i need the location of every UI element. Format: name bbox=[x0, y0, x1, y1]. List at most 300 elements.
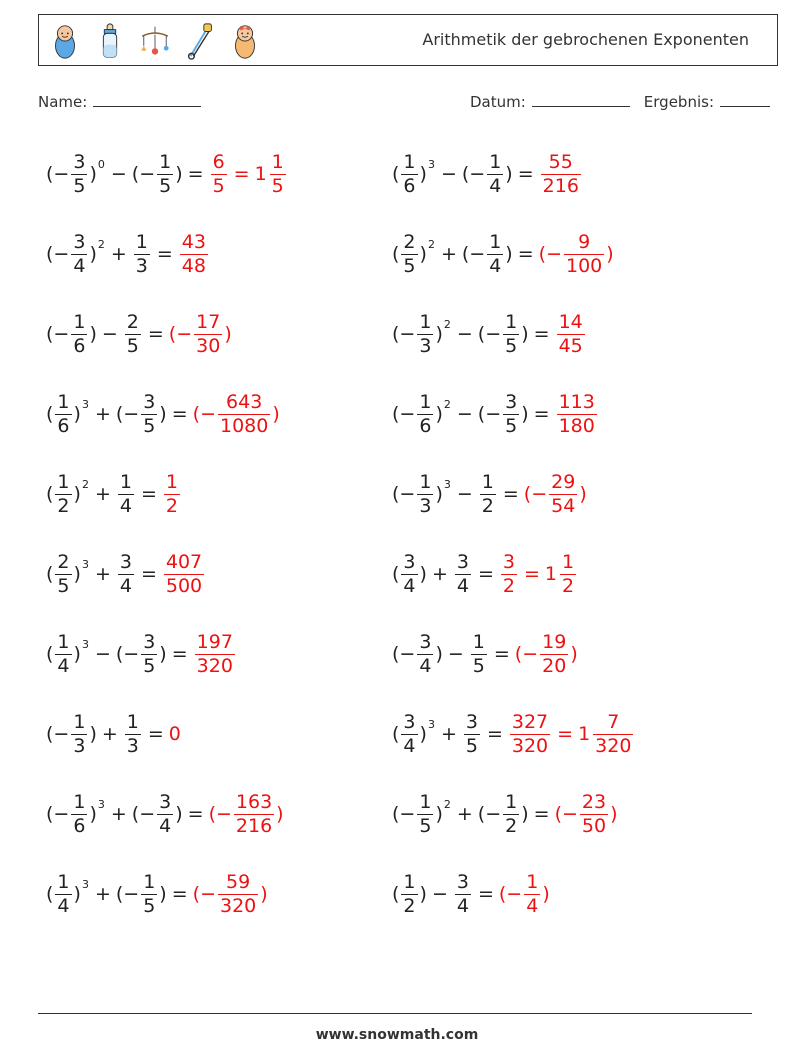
equals-sign: = bbox=[533, 403, 550, 425]
denominator: 2 bbox=[502, 574, 515, 597]
paren-close: ) bbox=[73, 483, 81, 505]
worksheet-title: Arithmetik der gebrochenen Exponenten bbox=[422, 30, 749, 49]
worksheet-header bbox=[38, 14, 778, 66]
operator: − bbox=[456, 403, 473, 425]
denominator: 5 bbox=[143, 654, 156, 677]
answer bbox=[539, 151, 583, 198]
paren-close: ) bbox=[435, 643, 443, 665]
denominator: 3 bbox=[126, 734, 139, 757]
numerator: 113 bbox=[558, 390, 595, 413]
problem-item bbox=[46, 464, 182, 524]
mixed-number bbox=[578, 711, 635, 758]
fraction bbox=[195, 631, 235, 678]
operator: + bbox=[94, 563, 111, 585]
operator: + bbox=[431, 563, 448, 585]
header-icons bbox=[49, 21, 261, 61]
denominator: 2 bbox=[561, 574, 575, 597]
denominator: 3 bbox=[135, 254, 148, 277]
numerator: 1 bbox=[419, 310, 432, 333]
paren-close: ) bbox=[73, 403, 81, 425]
answer bbox=[193, 871, 268, 918]
numerator: 1 bbox=[135, 230, 148, 253]
answer bbox=[162, 551, 206, 598]
problem-item bbox=[46, 384, 280, 444]
numerator: 1 bbox=[403, 150, 416, 173]
paren-open: ( bbox=[523, 483, 532, 505]
numerator: 197 bbox=[196, 630, 233, 653]
paren-close: ) bbox=[73, 883, 81, 905]
operator: − bbox=[53, 163, 70, 185]
fraction bbox=[55, 871, 71, 918]
paren-open: ( bbox=[392, 323, 400, 345]
denominator: 216 bbox=[235, 814, 273, 837]
numerator: 59 bbox=[226, 870, 251, 893]
exponent: 2 bbox=[443, 398, 451, 411]
paren-close: ) bbox=[570, 643, 578, 665]
numerator: 1 bbox=[126, 710, 139, 733]
problem-item bbox=[46, 224, 210, 284]
operator: − bbox=[485, 803, 502, 825]
fraction bbox=[270, 151, 286, 198]
operator: − bbox=[399, 483, 416, 505]
equals-sign: = bbox=[493, 643, 510, 665]
numerator: 1 bbox=[489, 230, 502, 253]
denominator: 5 bbox=[465, 734, 478, 757]
paren-open: ( bbox=[392, 723, 400, 745]
fraction bbox=[180, 231, 208, 278]
footer-divider bbox=[38, 1013, 752, 1014]
denominator: 4 bbox=[119, 574, 132, 597]
numerator: 6 bbox=[212, 150, 225, 173]
exponent: 3 bbox=[427, 158, 435, 171]
exponent: 3 bbox=[443, 478, 451, 491]
operator: + bbox=[94, 883, 111, 905]
problem-item bbox=[392, 864, 550, 924]
denominator: 5 bbox=[212, 174, 225, 197]
operator: − bbox=[139, 163, 156, 185]
whole-part: 1 bbox=[254, 163, 267, 185]
denominator: 2 bbox=[165, 494, 178, 517]
denominator: 5 bbox=[505, 334, 518, 357]
denominator: 3 bbox=[73, 734, 86, 757]
operator: − bbox=[200, 403, 216, 425]
problem-item bbox=[392, 704, 635, 764]
fraction bbox=[141, 871, 157, 918]
equals-sign: = bbox=[517, 163, 534, 185]
numerator: 23 bbox=[581, 790, 607, 813]
paren-close: ) bbox=[419, 243, 427, 265]
fraction bbox=[71, 311, 87, 358]
fraction bbox=[471, 631, 487, 678]
denominator: 4 bbox=[403, 574, 416, 597]
paren-open: ( bbox=[46, 883, 54, 905]
denominator: 5 bbox=[143, 414, 156, 437]
answer bbox=[162, 471, 182, 518]
numerator: 1 bbox=[489, 150, 502, 173]
paren-open: ( bbox=[46, 563, 54, 585]
denominator: 4 bbox=[57, 894, 70, 917]
denominator: 5 bbox=[419, 814, 432, 837]
whole-part: 1 bbox=[578, 723, 591, 745]
operator: − bbox=[123, 403, 140, 425]
problem-item bbox=[392, 544, 578, 604]
fraction bbox=[549, 471, 577, 518]
fraction bbox=[455, 871, 471, 918]
fraction bbox=[541, 151, 581, 198]
exponent: 0 bbox=[97, 158, 105, 171]
paren-open: ( bbox=[554, 803, 562, 825]
numerator: 55 bbox=[548, 150, 573, 173]
operator: − bbox=[123, 883, 140, 905]
operator: − bbox=[469, 163, 486, 185]
operator: − bbox=[101, 323, 118, 345]
numerator: 2 bbox=[57, 550, 70, 573]
answer bbox=[169, 723, 181, 745]
answer bbox=[524, 471, 587, 518]
fraction bbox=[487, 231, 503, 278]
problem-item bbox=[392, 304, 587, 364]
exponent: 3 bbox=[97, 798, 105, 811]
numerator: 1 bbox=[57, 630, 70, 653]
exponent: 3 bbox=[81, 398, 89, 411]
operator: + bbox=[440, 243, 457, 265]
numerator: 3 bbox=[502, 550, 515, 573]
operator: − bbox=[456, 483, 473, 505]
fraction bbox=[501, 551, 517, 598]
fraction bbox=[401, 151, 417, 198]
answer bbox=[508, 711, 636, 758]
fraction bbox=[524, 871, 540, 918]
denominator: 4 bbox=[57, 654, 70, 677]
fraction bbox=[487, 151, 503, 198]
fraction bbox=[401, 871, 417, 918]
denominator: 5 bbox=[505, 414, 518, 437]
paren-close: ) bbox=[224, 323, 232, 345]
name-label: Name: bbox=[38, 93, 88, 111]
paren-open: ( bbox=[392, 483, 400, 505]
numerator: 3 bbox=[505, 390, 518, 413]
paren-open: ( bbox=[477, 323, 486, 345]
denominator: 4 bbox=[159, 814, 172, 837]
date-label: Datum: bbox=[470, 93, 526, 111]
operator: + bbox=[110, 243, 127, 265]
answer bbox=[209, 791, 284, 838]
equals-sign: = bbox=[477, 563, 494, 585]
result-blank[interactable] bbox=[720, 92, 770, 107]
fraction bbox=[557, 391, 597, 438]
paren-close: ) bbox=[175, 803, 183, 825]
baby-swaddled-icon bbox=[49, 22, 81, 60]
operator: − bbox=[200, 883, 216, 905]
denominator: 5 bbox=[472, 654, 485, 677]
denominator: 5 bbox=[57, 574, 70, 597]
paren-open: ( bbox=[392, 643, 400, 665]
denominator: 4 bbox=[526, 894, 539, 917]
exponent: 3 bbox=[427, 718, 435, 731]
paren-close: ) bbox=[89, 323, 97, 345]
exponent: 3 bbox=[81, 878, 89, 891]
paren-open: ( bbox=[392, 803, 400, 825]
exponent: 2 bbox=[81, 478, 89, 491]
operator: + bbox=[94, 483, 111, 505]
numerator: 1 bbox=[143, 870, 156, 893]
numerator: 1 bbox=[73, 790, 86, 813]
operator: − bbox=[506, 883, 523, 905]
numerator: 3 bbox=[73, 230, 86, 253]
fraction bbox=[401, 711, 417, 758]
operator: − bbox=[399, 643, 416, 665]
numerator: 3 bbox=[456, 550, 469, 573]
equals-sign: = bbox=[523, 563, 540, 585]
operator: − bbox=[431, 883, 448, 905]
problem-item bbox=[46, 704, 181, 764]
numerator: 1 bbox=[73, 710, 86, 733]
denominator: 45 bbox=[558, 334, 583, 357]
operator: − bbox=[485, 323, 502, 345]
paren-close: ) bbox=[419, 723, 427, 745]
denominator: 4 bbox=[456, 574, 469, 597]
answer bbox=[499, 871, 550, 918]
numerator: 3 bbox=[403, 710, 416, 733]
denominator: 4 bbox=[489, 174, 502, 197]
operator: + bbox=[456, 803, 473, 825]
numerator: 3 bbox=[403, 550, 416, 573]
result-label: Ergebnis: bbox=[643, 93, 714, 111]
denominator: 20 bbox=[542, 654, 567, 677]
paren-close: ) bbox=[419, 883, 427, 905]
paren-close: ) bbox=[159, 643, 167, 665]
paren-open: ( bbox=[46, 803, 54, 825]
denominator: 54 bbox=[551, 494, 576, 517]
paren-close: ) bbox=[435, 803, 443, 825]
operator: − bbox=[485, 403, 502, 425]
numerator: 14 bbox=[558, 310, 583, 333]
numerator: 1 bbox=[403, 870, 416, 893]
equals-sign: = bbox=[486, 723, 503, 745]
equals-sign: = bbox=[147, 323, 164, 345]
equals-sign: = bbox=[171, 643, 188, 665]
baby-girl-swaddled-icon bbox=[229, 22, 261, 60]
paren-close: ) bbox=[159, 883, 167, 905]
paren-open: ( bbox=[514, 643, 523, 665]
operator: − bbox=[53, 803, 70, 825]
exponent: 2 bbox=[97, 238, 105, 251]
whole-part: 1 bbox=[544, 563, 557, 585]
fraction bbox=[417, 311, 433, 358]
denominator: 320 bbox=[219, 894, 257, 917]
numerator: 43 bbox=[181, 230, 206, 253]
equals-sign: = bbox=[533, 803, 550, 825]
numerator: 2 bbox=[126, 310, 139, 333]
denominator: 320 bbox=[595, 734, 632, 757]
paren-open: ( bbox=[46, 723, 54, 745]
safety-pin-icon bbox=[184, 22, 216, 60]
fraction bbox=[157, 791, 173, 838]
operator: − bbox=[561, 803, 578, 825]
numerator: 3 bbox=[143, 390, 156, 413]
fraction bbox=[557, 311, 585, 358]
denominator: 4 bbox=[419, 654, 432, 677]
fraction bbox=[157, 151, 173, 198]
fraction bbox=[118, 471, 134, 518]
fraction bbox=[125, 311, 141, 358]
operator: − bbox=[456, 323, 473, 345]
numerator: 3 bbox=[143, 630, 156, 653]
fraction bbox=[503, 391, 519, 438]
fraction bbox=[164, 471, 180, 518]
denominator: 6 bbox=[419, 414, 432, 437]
operator: − bbox=[53, 323, 70, 345]
equals-sign: = bbox=[147, 723, 164, 745]
paren-open: ( bbox=[477, 403, 486, 425]
baby-mobile-icon bbox=[139, 22, 171, 60]
paren-open: ( bbox=[392, 163, 400, 185]
answer bbox=[193, 631, 237, 678]
paren-open: ( bbox=[131, 803, 140, 825]
fraction bbox=[417, 631, 433, 678]
paren-close: ) bbox=[606, 243, 614, 265]
problem-item bbox=[392, 464, 587, 524]
baby-bottle-icon bbox=[94, 22, 126, 60]
paren-close: ) bbox=[542, 883, 550, 905]
operator: − bbox=[123, 643, 140, 665]
numerator: 1 bbox=[419, 790, 432, 813]
fraction bbox=[503, 311, 519, 358]
numerator: 407 bbox=[165, 550, 203, 573]
paren-close: ) bbox=[276, 803, 284, 825]
fraction bbox=[218, 391, 270, 438]
date-blank[interactable] bbox=[532, 92, 630, 107]
paren-open: ( bbox=[168, 323, 177, 345]
equals-sign: = bbox=[477, 883, 494, 905]
paren-open: ( bbox=[46, 403, 54, 425]
problem-item bbox=[46, 864, 268, 924]
paren-close: ) bbox=[435, 323, 443, 345]
name-blank[interactable] bbox=[93, 92, 201, 107]
fraction bbox=[564, 231, 604, 278]
numerator: 327 bbox=[511, 710, 549, 733]
denominator: 4 bbox=[403, 734, 416, 757]
numerator: 3 bbox=[159, 790, 172, 813]
fraction bbox=[401, 551, 417, 598]
paren-open: ( bbox=[477, 803, 486, 825]
numerator: 1 bbox=[57, 470, 70, 493]
fraction bbox=[510, 711, 550, 758]
numerator: 3 bbox=[73, 150, 86, 173]
numerator: 163 bbox=[235, 790, 273, 813]
fraction bbox=[71, 711, 87, 758]
numerator: 3 bbox=[119, 550, 132, 573]
exponent: 3 bbox=[81, 638, 89, 651]
denominator: 4 bbox=[73, 254, 86, 277]
operator: − bbox=[53, 243, 70, 265]
paren-close: ) bbox=[260, 883, 268, 905]
numerator: 1 bbox=[271, 150, 284, 173]
paren-close: ) bbox=[89, 723, 97, 745]
operator: − bbox=[139, 803, 156, 825]
problem-item bbox=[46, 544, 206, 604]
paren-close: ) bbox=[73, 643, 81, 665]
fraction bbox=[164, 551, 204, 598]
denominator: 100 bbox=[565, 254, 603, 277]
numerator: 1 bbox=[526, 870, 539, 893]
numerator: 17 bbox=[196, 310, 221, 333]
paren-open: ( bbox=[131, 163, 140, 185]
fraction bbox=[417, 471, 433, 518]
numerator: 1 bbox=[481, 470, 494, 493]
fraction bbox=[560, 551, 576, 598]
paren-open: ( bbox=[46, 163, 54, 185]
answer bbox=[499, 551, 578, 598]
problem-item bbox=[392, 784, 618, 844]
problem-item bbox=[46, 624, 237, 684]
fraction bbox=[417, 391, 433, 438]
paren-close: ) bbox=[521, 323, 529, 345]
paren-close: ) bbox=[435, 483, 443, 505]
equals-sign: = bbox=[517, 243, 534, 265]
denominator: 6 bbox=[73, 334, 86, 357]
paren-close: ) bbox=[521, 803, 529, 825]
fraction bbox=[55, 551, 71, 598]
fraction bbox=[503, 791, 519, 838]
numerator: 1 bbox=[159, 150, 172, 173]
denominator: 2 bbox=[481, 494, 494, 517]
fraction bbox=[194, 311, 222, 358]
numerator: 1 bbox=[57, 870, 70, 893]
operator: − bbox=[522, 643, 539, 665]
answer bbox=[539, 231, 614, 278]
denominator: 2 bbox=[57, 494, 70, 517]
paren-close: ) bbox=[73, 563, 81, 585]
exponent: 2 bbox=[443, 318, 451, 331]
numerator: 1 bbox=[472, 630, 485, 653]
fraction bbox=[593, 711, 633, 758]
fraction bbox=[71, 791, 87, 838]
paren-close: ) bbox=[89, 243, 97, 265]
denominator: 6 bbox=[403, 174, 416, 197]
denominator: 50 bbox=[581, 814, 607, 837]
exponent: 2 bbox=[427, 238, 435, 251]
paren-close: ) bbox=[579, 483, 587, 505]
fraction bbox=[580, 791, 608, 838]
fraction bbox=[480, 471, 496, 518]
mixed-number bbox=[255, 151, 288, 198]
fraction bbox=[234, 791, 274, 838]
operator: − bbox=[399, 803, 416, 825]
operator: − bbox=[440, 163, 457, 185]
numerator: 1 bbox=[419, 390, 432, 413]
paren-open: ( bbox=[115, 403, 124, 425]
denominator: 5 bbox=[73, 174, 86, 197]
denominator: 216 bbox=[542, 174, 579, 197]
paren-open: ( bbox=[192, 403, 201, 425]
paren-open: ( bbox=[115, 883, 124, 905]
fraction bbox=[211, 151, 227, 198]
denominator: 2 bbox=[403, 894, 416, 917]
paren-open: ( bbox=[46, 323, 54, 345]
paren-close: ) bbox=[435, 403, 443, 425]
date-result-fields bbox=[470, 92, 770, 111]
mixed-number bbox=[545, 551, 578, 598]
operator: − bbox=[176, 323, 193, 345]
paren-open: ( bbox=[392, 883, 400, 905]
exponent: 3 bbox=[81, 558, 89, 571]
paren-open: ( bbox=[498, 883, 507, 905]
paren-close: ) bbox=[159, 403, 167, 425]
operator: − bbox=[215, 803, 232, 825]
operator: − bbox=[546, 243, 562, 265]
denominator: 500 bbox=[165, 574, 203, 597]
